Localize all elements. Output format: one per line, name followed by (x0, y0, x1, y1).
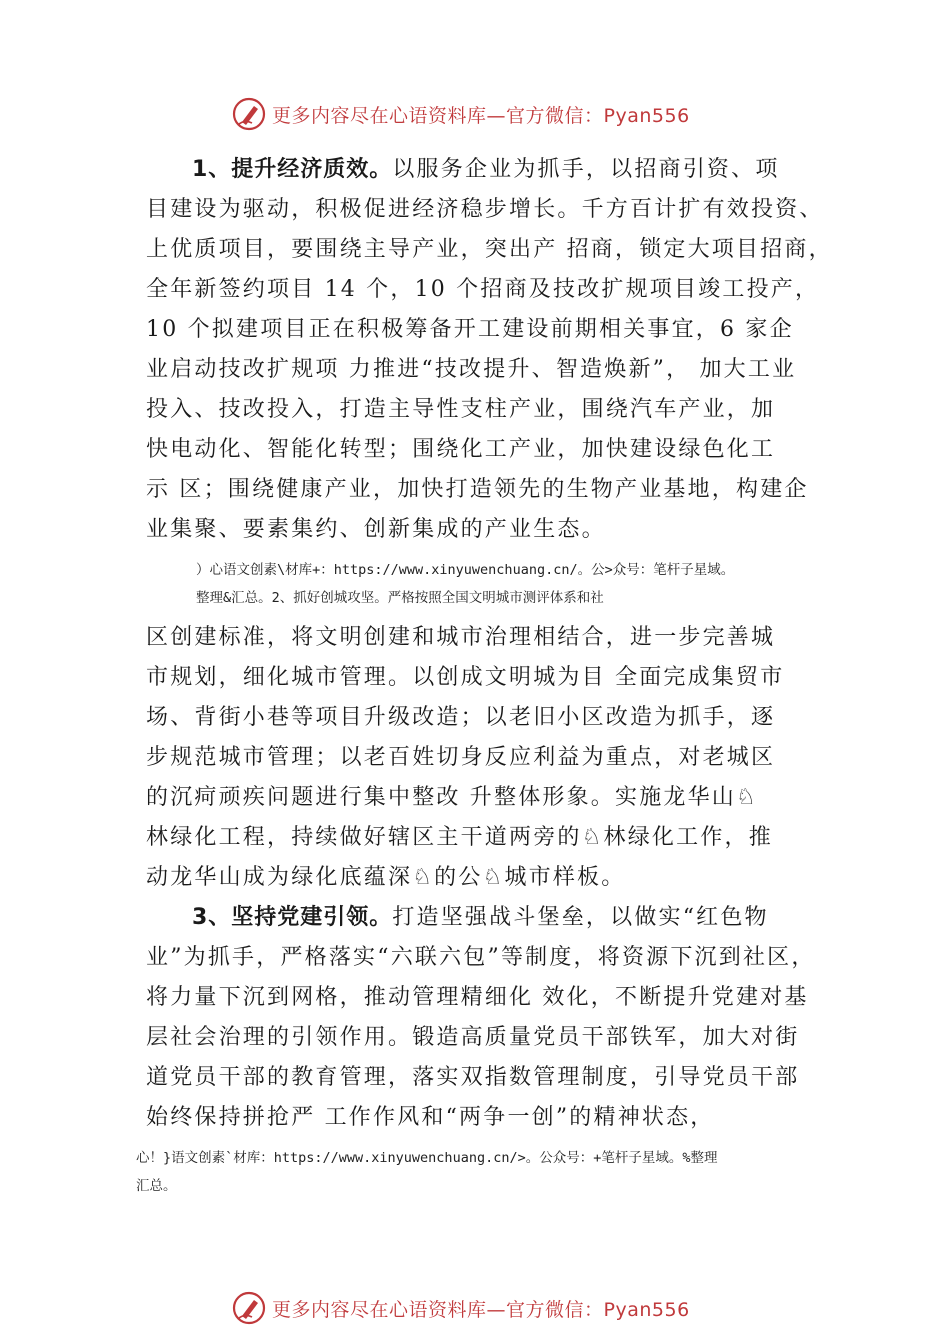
paragraph-line: 业集聚、要素集约、创新集成的产业生态。 (146, 517, 606, 542)
banner-label: 更多内容尽在心语资料库—官方微信： (272, 104, 604, 127)
footer-banner (232, 1290, 752, 1326)
paragraph-line: 林绿化工程，持续做好辖区主干道两旁的♘林绿化工作，推 (146, 825, 773, 850)
paragraph-line: 1、提升经济质效。以服务企业为抓手，以招商引资、项 (192, 157, 780, 182)
paragraph-line: 的沉疴顽疾问题进行集中整改 升整体形象。实施龙华山♘ (146, 785, 758, 810)
banner-text (272, 101, 690, 128)
paragraph-line: 动龙华山成为绿化底蕴深♘的公♘城市样板。 (146, 865, 626, 890)
document-body (136, 150, 846, 1200)
paragraph-line: 目建设为驱动，积极促进经济稳步增长。千方百计扩有效投资、 (146, 197, 824, 222)
paragraph-line: 3、坚持党建引领。打造坚强战斗堡垒，以做实“红色物 (192, 905, 769, 930)
section-2 (146, 618, 846, 898)
banner-text (272, 1295, 690, 1322)
paragraph-line: 业启动技改扩规项 力推进“技改提升、智造焕新”， 加大工业 (146, 357, 797, 382)
header-banner (232, 96, 752, 132)
section-heading: 1、提升经济质效。 (192, 157, 393, 182)
paragraph-line: 全年新签约项目 14 个，10 个招商及技改扩规项目竣工投产， (146, 277, 820, 302)
paragraph-line: 业”为抓手，严格落实“六联六包”等制度，将资源下沉到社区， (146, 945, 816, 970)
banner-label: 更多内容尽在心语资料库—官方微信： (272, 1298, 604, 1321)
paragraph-line: 场、背街小巷等项目升级改造；以老旧小区改造为抓手，逐 (146, 705, 776, 730)
watermark-note: 汇总。 (136, 1178, 177, 1194)
paragraph-line: 始终保持拼抢严 工作作风和“两争一创”的精神状态， (146, 1105, 715, 1130)
paragraph-line: 区创建标准，将文明创建和城市治理相结合，进一步完善城 (146, 625, 776, 650)
watermark-note: 心！}语文创素`材库：https://www.xinyuwenchuang.cn/>。公众号：+笔杆子星域。%整理 (136, 1150, 718, 1166)
paragraph-line: 10 个拟建项目正在积极筹备开工建设前期相关事宜，6 家企 (146, 317, 794, 342)
section-1 (146, 150, 846, 550)
pen-logo-icon (232, 1291, 266, 1325)
watermark-note: 整理&汇总。2、抓好创城攻坚。严格按照全国文明城市测评体系和社 (196, 590, 604, 606)
paragraph-line: 市规划，细化城市管理。以创成文明城为目 全面完成集贸市 (146, 665, 785, 690)
section-3 (146, 898, 846, 1138)
paragraph-line: 快电动化、智能化转型；围绕化工产业，加快建设绿色化工 (146, 437, 776, 462)
section-heading: 3、坚持党建引领。 (192, 905, 393, 930)
paragraph-line: 示 区；围绕健康产业，加快打造领先的生物产业基地，构建企 (146, 477, 809, 502)
paragraph-line: 层社会治理的引领作用。锻造高质量党员干部铁军，加大对街 (146, 1025, 800, 1050)
paragraph-line: 上优质项目，要围绕主导产业，突出产 招商，锁定大项目招商， (146, 237, 833, 262)
paragraph-line: 步规范城市管理；以老百姓切身反应利益为重点，对老城区 (146, 745, 776, 770)
wechat-id: Pyan556 (603, 104, 690, 127)
wechat-id: Pyan556 (603, 1298, 690, 1321)
paragraph-line: 将力量下沉到网格，推动管理精细化 效化，不断提升党建对基 (146, 985, 809, 1010)
paragraph-line: 投入、技改投入，打造主导性支柱产业，围绕汽车产业，加 (146, 397, 776, 422)
watermark-note: ）心语文创素\材库+：https://www.xinyuwenchuang.cn/。公>众号：笔杆子星域。 (196, 562, 735, 578)
paragraph-line: 道党员干部的教育管理，落实双指数管理制度，引导党员干部 (146, 1065, 800, 1090)
pen-logo-icon (232, 97, 266, 131)
